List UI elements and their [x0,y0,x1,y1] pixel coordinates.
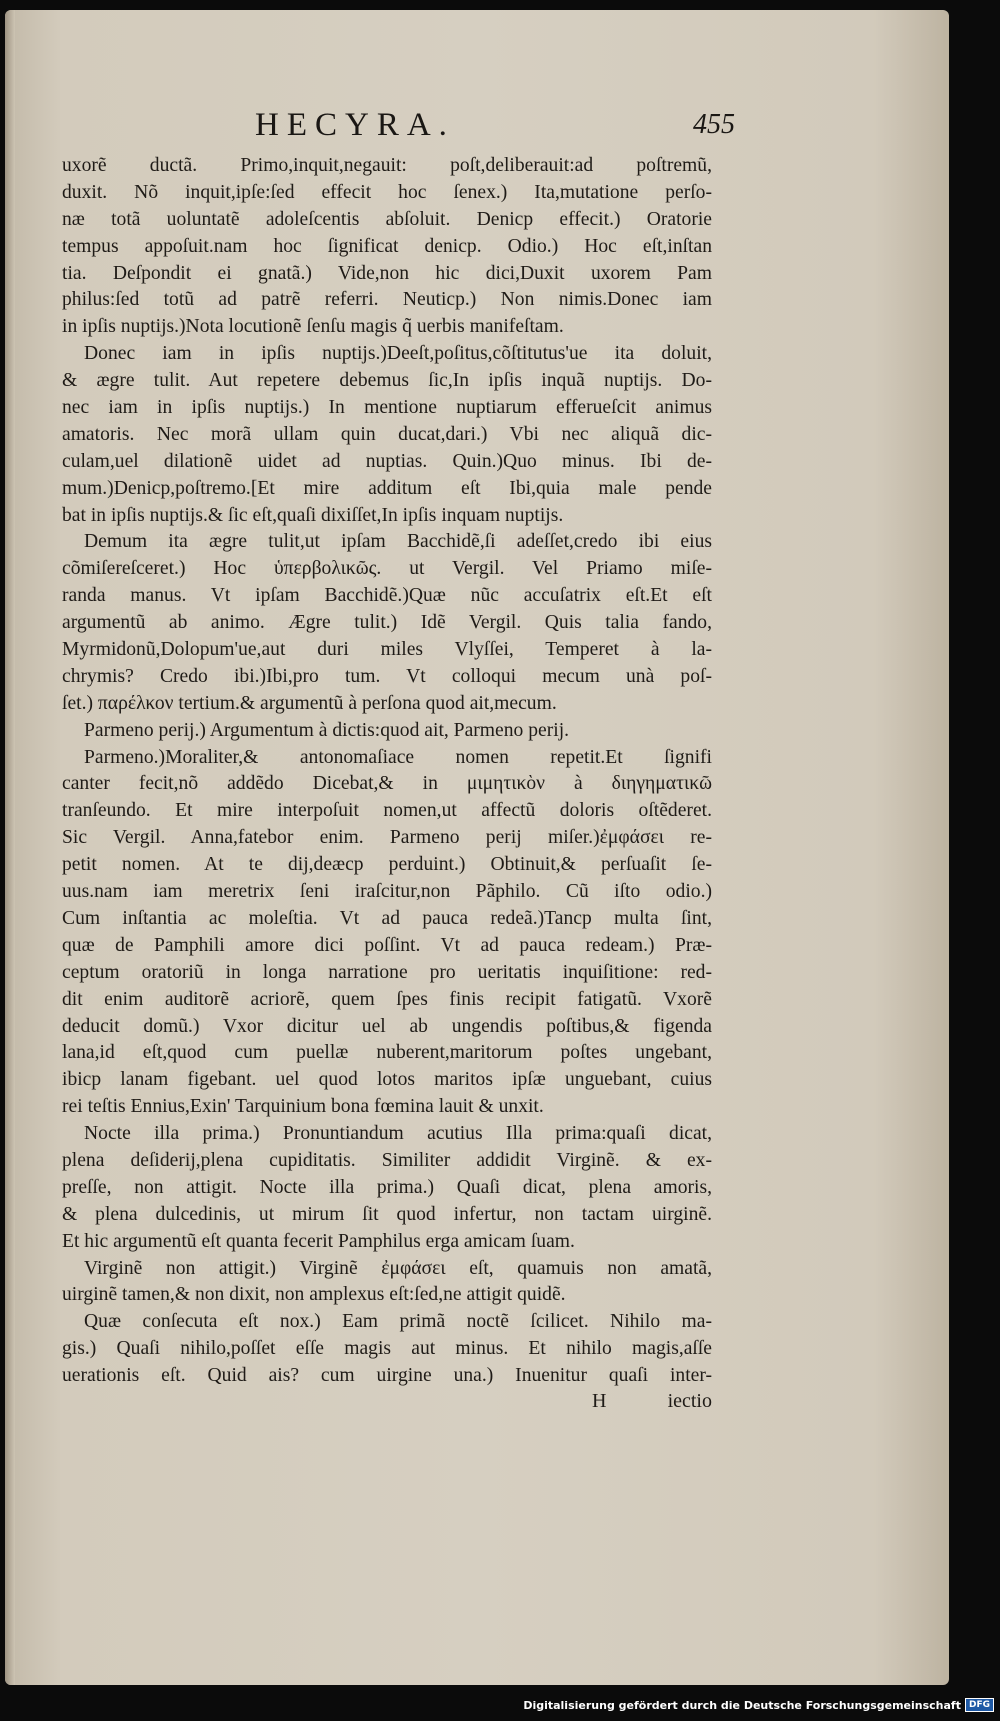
signature-mark: H [592,1389,607,1412]
text-line: mum.)Denicp,poſtremo.[Et mire additum eſt Ibi,quia male pende [62,477,712,499]
text-line: lana,id eſt,quod cum puellæ nuberent,maritorum poſtes ungebant, [62,1042,712,1064]
page-header [255,107,735,151]
text-line: gis.) Quaſi nihilo,poſſet eſſe magis aut minus. Et nihilo magis,aſſe [62,1338,712,1360]
text-line: & ægre tulit. Aut repetere debemus ſic,In ipſis inquã nuptijs. Do- [62,370,712,392]
text-line: Virginẽ non attigit.) Virginẽ ἐμφάσει eſt, quamuis non amatã, [84,1257,712,1279]
text-line: uxorẽ ductã. Primo,inquit,negauit: poſt,deliberauit:ad poſtremũ, [62,155,712,176]
text-line: ſet.) παρέλκον tertium.& argumentũ à perſona quod ait,mecum. [62,692,557,714]
text-line: & plena dulcedinis, ut mirum ſit quod infertur, non tactam uirginẽ. [62,1203,712,1225]
text-line: amatoris. Nec morã ullam quin ducat,dari.) Vbi nec aliquã dic- [62,423,712,445]
text-line: in ipſis nuptijs.)Nota locutionẽ ſenſu magis q̃ uerbis manifeſtam. [62,316,564,338]
text-line: Nocte illa prima.) Pronuntiandum acutius Illa prima:quaſi dicat, [84,1123,712,1145]
text-line: dit enim auditorẽ acriorẽ, quem ſpes finis recipit fatigatũ. Vxorẽ [62,988,712,1010]
text-line: Cum inſtantia ac moleſtia. Vt ad pauca redeã.)Tancp multa ſint, [62,907,712,929]
text-line: nec iam in ipſis nuptijs.) In mentione nuptiarum efferueſcit animus [62,397,712,419]
running-title: HECYRA. [255,107,455,143]
text-line: petit nomen. At te dij,deæcp perduint.) Obtinuit,& perſuaſit ſe- [62,854,712,876]
text-line: randa manus. Vt ipſam Bacchidẽ.)Quæ nũc accuſatrix eſt.Et eſt [62,585,712,607]
page-number: 455 [693,109,735,140]
text-line: tempus appoſuit.nam hoc ſignificat denicp. Odio.) Hoc eſt,inſtan [62,235,712,257]
text-line: culam,uel dilationẽ uidet ad nuptias. Quin.)Quo minus. Ibi de- [62,450,712,472]
digitization-credit [523,1695,994,1715]
catchword: iectio [667,1389,712,1412]
credit-text: Digitalisierung gefördert durch die Deutsche Forschungsgemeinschaft [523,1698,961,1712]
text-line: Demum ita ægre tulit,ut ipſam Bacchidẽ,ſi adeſſet,credo ibi eius [84,531,712,553]
text-line: næ totã uoluntatẽ adoleſcentis abſoluit. Denicp effecit.) Oratorie [62,208,712,230]
text-line: chrymis? Credo ibi.)Ibi,pro tum. Vt colloqui mecum unà poſ- [62,665,712,687]
text-line: Myrmidonũ,Dolopum'ue,aut duri miles Vlyſſei, Temperet à la- [62,639,712,661]
text-line: Parmeno.)Moraliter,& antonomaſiace nomen repetit.Et ſignifi [84,746,712,768]
text-line: tia. Deſpondit ei gnatã.) Vide,non hic dici,Duxit uxorem Pam [62,262,712,284]
text-line: deducit domũ.) Vxor dicitur uel ab ungendis poſtibus,& figenda [62,1015,712,1037]
text-line: duxit. Nõ inquit,ipſe:ſed effecit hoc ſenex.) Ita,mutatione perſo- [62,181,712,203]
text-line: quæ de Pamphili amore dici poſſint. Vt ad pauca redeam.) Præ- [62,934,712,956]
text-line: ceptum oratoriũ in longa narratione pro ueritatis inquiſitione: red- [62,961,712,983]
text-line: cõmiſereſceret.) Hoc ὑπερβολικῶς. ut Vergil. Vel Priamo miſe- [62,558,712,580]
page-spine-shadow [5,10,15,1685]
text-line: uirginẽ tamen,& non dixit, non amplexus eſt:ſed,ne attigit quidẽ. [62,1284,566,1306]
text-line: rei teſtis Ennius,Exin' Tarquinium bona fœmina lauit & unxit. [62,1096,544,1118]
text-line: Parmeno perij.) Argumentum à dictis:quod ait, Parmeno perij. [84,719,570,741]
text-line: Sic Vergil. Anna,fatebor enim. Parmeno perij miſer.)ἐμφάσει re- [62,827,712,849]
commentary-text [62,153,712,1433]
text-line: plena deſiderij,plena cupiditatis. Similiter addidit Virginẽ. & ex- [62,1149,712,1171]
dfg-logo-icon: DFG [965,1698,994,1712]
book-page [5,10,949,1685]
page-foot-row [62,1390,712,1417]
text-line: argumentũ ab animo. Ægre tulit.) Idẽ Vergil. Quis talia fando, [62,612,712,634]
text-line: philus:ſed totũ ad patrẽ referri. Neuticp.) Non nimis.Donec iam [62,289,712,311]
text-line: tranſeundo. Et mire interpoſuit nomen,ut affectũ doloris oſtẽderet. [62,800,712,822]
text-line: bat in ipſis nuptijs.& ſic eſt,quaſi dixiſſet,In ipſis inquam nuptijs. [62,504,564,526]
text-line: ibicp lanam figebant. uel quod lotos maritos ipſæ unguebant, cuius [62,1069,712,1091]
text-line: preſſe, non attigit. Nocte illa prima.) Quaſi dicat, plena amoris, [62,1176,712,1198]
text-line: Donec iam in ipſis nuptijs.)Deeſt,poſitus,cõſtitutus'ue ita doluit, [84,343,712,365]
text-line: uerationis eſt. Quid ais? cum uirgine una.) Inuenitur quaſi inter- [62,1365,712,1387]
text-line: canter fecit,nõ addẽdo Dicebat,& in μιμητικὸν à διηγηματικῶ [62,773,712,795]
text-line: Et hic argumentũ eſt quanta fecerit Pamphilus erga amicam ſuam. [62,1230,575,1252]
text-line: Quæ conſecuta eſt nox.) Eam primã noctẽ ſcilicet. Nihilo ma- [84,1311,712,1333]
text-line: uus.nam iam meretrix ſeni iraſcitur,non Pãphilo. Cũ iſto odio.) [62,881,712,903]
